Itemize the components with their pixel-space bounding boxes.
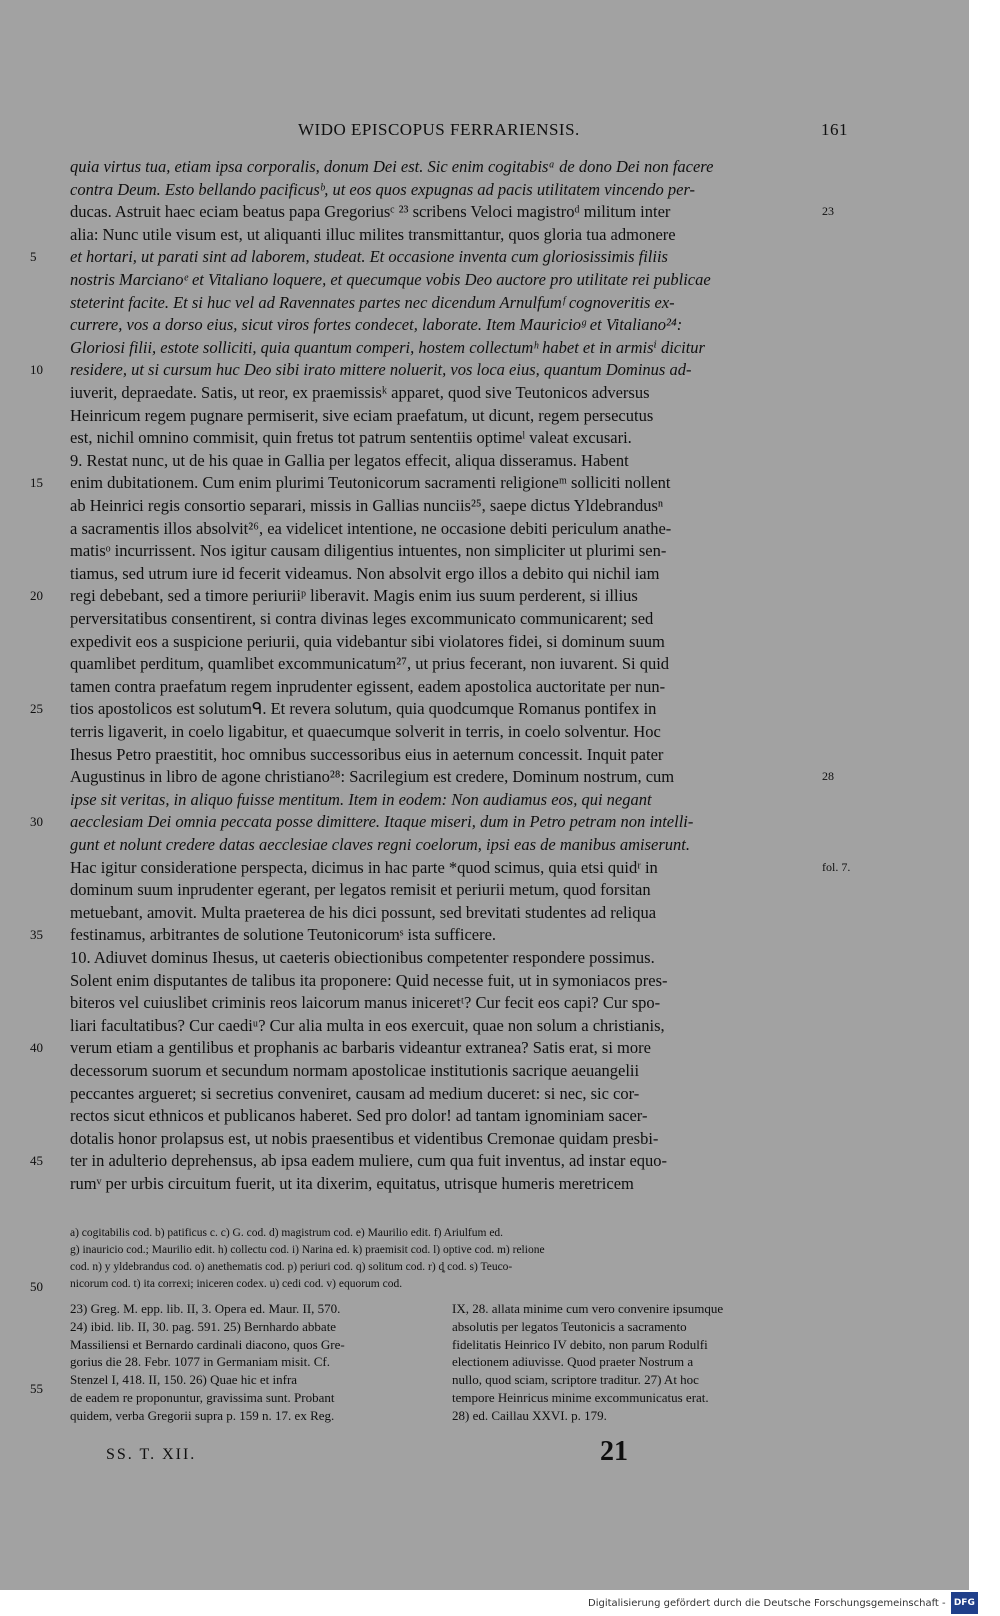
text-line: alia: Nunc utile visum est, ut aliquanti illuc milites transmittantur, quos gloria tua admonere	[70, 224, 676, 244]
note-line-right: IX, 28. allata minime cum vero convenire ipsumque	[452, 1301, 724, 1316]
text-line: quia virtus tua, etiam ipsa corporalis, donum Dei est. Sic enim cogitabisᵃ de dono Dei non facere	[70, 157, 714, 176]
text-line: residere, ut si cursum huc Deo sibi irato mittere noluerit, vos loca eius, quantum Dominus ad-	[70, 360, 692, 380]
text-line: Gloriosi filii, estote solliciti, quia quantum comperi, hostem collectumʰ habet et in armisⁱ dicitur	[70, 337, 705, 357]
critical-note-line: a) cogitabilis cod. b) patificus c. c) G. cod. d) magistrum cod. e) Maurilio edit. f) Ariulfum ed.	[70, 1227, 504, 1239]
page-number: 161	[821, 120, 848, 139]
text-line: verum etiam a gentilibus et prophanis ac barbaris videantur extranea? Satis erat, si more	[70, 1038, 651, 1058]
text-line: decessorum suorum et secundum normam apostolicae institutionis sacrique aeuangelii	[70, 1061, 640, 1080]
margin-note: fol. 7.	[822, 859, 851, 874]
text-line: aecclesiam Dei omnia peccata posse dimittere. Itaque miseri, dum in Petro petram non intelli-	[70, 812, 694, 832]
text-line: metuebant, amovit. Multa praeterea de his dici possunt, sed brevitati studentes ad reliqua	[70, 902, 657, 922]
note-line-right: absolutis per legatos Teutonicis a sacramento	[452, 1318, 687, 1334]
critical-note-line: g) inauricio cod.; Maurilio edit. h) collectu cod. i) Narina ed. k) praemisit cod. l) optive cod. m) relione	[70, 1244, 545, 1256]
text-line: ab Heinrici regis consortio separari, missis in Gallias nunciis²⁵, saepe dictus Yldebrandusⁿ	[70, 496, 664, 515]
note-line-left: de eadem re proponuntur, gravissima sunt. Probant	[70, 1390, 335, 1405]
text-line: tiamus, sed utrum iure id fecerit videamus. Non absolvit ergo illos a debito qui nichil iam	[70, 563, 660, 583]
note-line-right: fidelitatis Heinrico IV debito, non parum Rodulfi	[452, 1336, 708, 1352]
text-line: Augustinus in libro de agone christiano²⁸: Sacrilegium est credere, Dominum nostrum, cum	[70, 767, 675, 787]
text-line: a sacramentis illos absolvit²⁶, ea videlicet intentione, ne occasione debiti periculum anathe-	[70, 518, 672, 538]
text-line: rectos sicut ethnicos et publicanos haberet. Sed pro dolor! ad tantam ignominiam sacer-	[70, 1106, 648, 1126]
running-title: WIDO EPISCOPUS FERRARIENSIS.	[298, 120, 580, 139]
funding-text: Digitalisierung gefördert durch die Deutsche Forschungsgemeinschaft -	[588, 1598, 946, 1609]
text-line: steterint facite. Et si huc vel ad Ravennates partes nec dicendum Arnulfumᶠ cognoveritis ex-	[70, 292, 675, 312]
text-line: 9. Restat nunc, ut de his quae in Gallia per legatos effecit, aliqua disseramus. Habent	[70, 450, 629, 470]
line-number: 20	[30, 588, 43, 604]
critical-note-line: nicorum cod. t) ita correxi; iniceren codex. u) cedi cod. v) equorum cod.	[70, 1278, 403, 1290]
note-line-left: 24) ibid. lib. II, 30. pag. 591. 25) Bernhardo abbate	[70, 1318, 337, 1334]
text-line: Hac igitur consideratione perspecta, dicimus in hac parte *quod scimus, quia etsi quidʳ in	[70, 857, 658, 877]
text-line: festinamus, arbitrantes de solutione Teutonicorumˢ ista sufficere.	[70, 925, 497, 945]
line-number: 5	[30, 249, 37, 265]
line-number: 50	[30, 1279, 43, 1294]
dfg-logo: DFG	[951, 1592, 978, 1614]
line-number: 15	[30, 475, 43, 491]
margin-note: 23	[822, 204, 834, 219]
text-line: dotalis honor prolapsus est, ut nobis praesentibus et videntibus Cremonae quidam presbi-	[70, 1128, 659, 1148]
line-number: 35	[30, 927, 43, 943]
running-header	[70, 120, 848, 142]
line-number: 40	[30, 1040, 43, 1056]
text-line: liari facultatibus? Cur caediᵘ? Cur alia multa in eos exercuit, quae non solum a christianis,	[70, 1015, 665, 1035]
note-line-left: quidem, verba Gregorii supra p. 159 n. 17. ex Reg.	[70, 1407, 335, 1423]
text-line: regi debebant, sed a timore periuriiᵖ liberavit. Magis enim ius suum perderent, si illius	[70, 586, 638, 606]
text-line: gunt et nolunt credere datas aecclesiae claves regni coelorum, ipsi eas de manibus amiserunt.	[70, 835, 690, 854]
text-line: enim dubitationem. Cum enim plurimi Teutonicorum sacramenti religioneᵐ solliciti nollent	[70, 473, 671, 493]
text-line: quamlibet perditum, quamlibet excommunicatum²⁷, ut prius fecerant, non iuvarent. Si quid	[70, 654, 670, 674]
text-line: Heinricum regem pugnare permiserit, sive eciam praefatum, ut dicunt, regem persecutus	[70, 405, 654, 425]
text-line: et hortari, ut parati sint ad laborem, studeat. Et occasione inventa cum gloriosissimis filiis	[70, 247, 668, 267]
text-line: terris ligaverit, in coelo ligabitur, et quaecumque solverit in terris, in coelo solventur. Hoc	[70, 722, 661, 741]
text-line: expedivit eos a suspicione periurii, quia videbantur sibi violatores fidei, si dominum suum	[70, 631, 665, 651]
text-line: perversitatibus consentirent, si contra divinas leges excommunicato communicarent; sed	[70, 609, 654, 628]
line-number: 25	[30, 701, 43, 717]
text-line: est, nichil omnino commisit, quin fretus tot patrum sententiis optimeˡ valeat excusari.	[70, 428, 632, 448]
text-line: rumᵛ per urbis circuitum fuerit, ut ita dixerim, equitatus, utrisque humeris meretricem	[70, 1174, 634, 1193]
note-line-left: Massiliensi et Bernardo cardinali diacono, quos Gre-	[70, 1336, 345, 1352]
note-line-right: tempore Heinricus minime excommunicatus erat.	[452, 1390, 709, 1405]
text-line: matisᵒ incurrissent. Nos igitur causam diligentius intuentes, non simpliciter ut plurimi sen-	[70, 541, 667, 561]
note-line-left: 23) Greg. M. epp. lib. II, 3. Opera ed. Maur. II, 570.	[70, 1301, 341, 1316]
line-number: 45	[30, 1153, 43, 1169]
line-number: 55	[30, 1381, 43, 1396]
text-line: nostris Marcianoᵉ et Vitaliano loquere, et quecumque vobis Deo auctore pro utilitate rei publicae	[70, 270, 711, 289]
text-line: biteros vel cuiuslibet criminis reos laicorum manus iniceretᵗ? Cur fecit eos capi? Cur spo-	[70, 993, 661, 1013]
critical-note-line: cod. n) y yldebrandus cod. o) anethematis cod. p) periuri cod. q) solitum cod. r) ȡ cod. s) Teuco-	[70, 1261, 513, 1273]
line-number: 30	[30, 814, 43, 830]
note-line-right: nullo, quod sciam, scriptore traditur. 27) At hoc	[452, 1372, 699, 1388]
note-line-right: electionem adiuvisse. Quod praeter Nostrum a	[452, 1354, 694, 1370]
note-line-left: Stenzel I, 418. II, 150. 26) Quae hic et infra	[70, 1372, 298, 1388]
text-line: contra Deum. Esto bellando pacificusᵇ, ut eos quos expugnas ad pacis utilitatem vincendo per-	[70, 179, 696, 199]
text-line: Solent enim disputantes de talibus ita proponere: Quid necesse fuit, ut in symoniacos pres-	[70, 970, 668, 990]
note-line-left: gorius die 28. Febr. 1077 in Germaniam misit. Cf.	[70, 1354, 330, 1370]
text-line: tios apostolicos est solutumᑫ. Et revera solutum, quia quodcumque Romanus pontifex in	[70, 699, 657, 719]
text-line: dominum suum inprudenter egerant, per legatos remisit et periurii metum, quod forsitan	[70, 880, 651, 900]
signature-number: 21	[600, 1436, 628, 1467]
text-line: peccantes argueret; si secretius conveniret, causam ad medium duceret: si nec, sic cor-	[70, 1083, 640, 1103]
margin-note: 28	[822, 769, 834, 784]
text-line: Ihesus Petro praestitit, hoc omnibus successoribus eius in aeternum concessit. Inquit pater	[70, 744, 664, 764]
note-line-right: 28) ed. Caillau XXVI. p. 179.	[452, 1407, 607, 1423]
text-line: ter in adulterio deprehensus, ab ipsa eadem muliere, cum qua fuit inventus, ad instar equo-	[70, 1151, 668, 1171]
signature-series: SS. T. XII.	[106, 1446, 197, 1463]
text-line: ipse sit veritas, in aliquo fuisse mentitum. Item in eodem: Non audiamus eos, qui negant	[70, 789, 652, 809]
text-line: tamen contra praefatum regem inprudenter egissent, eadem apostolica auctoritate per nun-	[70, 676, 666, 696]
funding-note	[588, 1592, 988, 1612]
text-line: iuverit, depraedate. Satis, ut reor, ex praemissisᵏ apparet, quod sive Teutonicos adversus	[70, 383, 650, 402]
text-line: currere, vos a dorso eius, sicut viros fortes condecet, laborate. Item Mauricioᵍ et Vitaliano²⁴:	[70, 315, 683, 335]
line-number: 10	[30, 362, 43, 378]
text-line: 10. Adiuvet dominus Ihesus, ut caeteris obiectionibus competenter respondere possimus.	[70, 948, 655, 967]
text-line: ducas. Astruit haec eciam beatus papa Gregoriusᶜ ²³ scribens Veloci magistroᵈ militum inter	[70, 202, 671, 222]
